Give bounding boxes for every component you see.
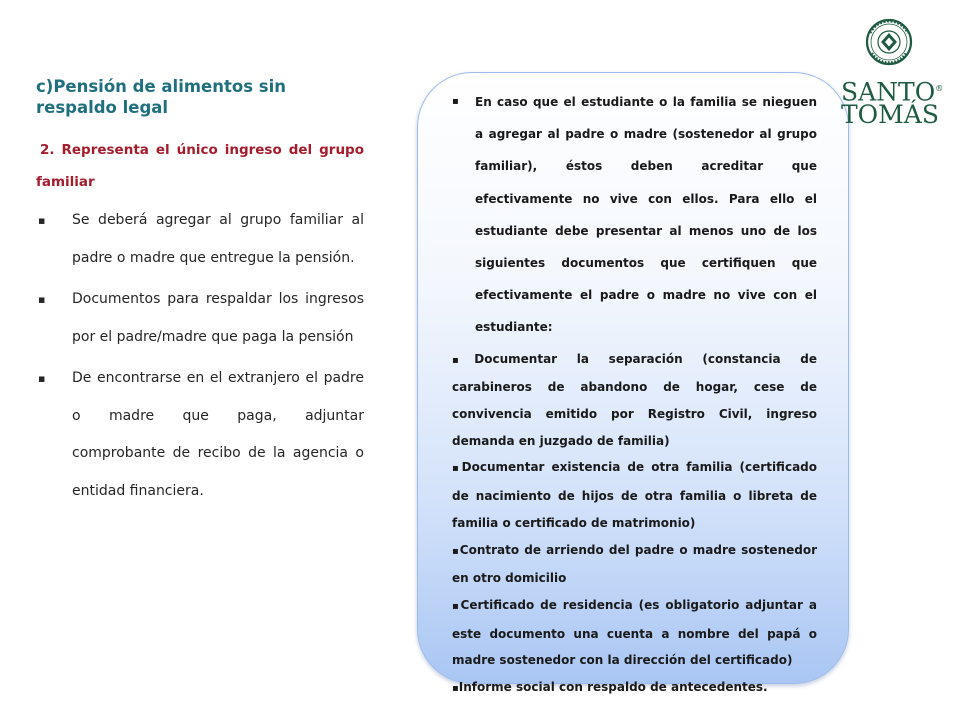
square-bullet-icon: ▪ (452, 600, 461, 612)
left-bullet-item (36, 281, 364, 356)
callout-item (452, 454, 817, 536)
left-bullet-text: Se deberá agregar al grupo familiar al padre o madre que entregue la pensión. (72, 212, 364, 266)
callout-item (452, 537, 817, 592)
callout-item-text: Documentar la separación (constancia de carabineros de abandono de hogar, cese de convivencia emitido por Registro Civil, ingreso demanda en juzgado de familia) (452, 351, 817, 448)
callout-intro (452, 86, 817, 344)
callout-item-text: Documentar existencia de otra familia (certificado de nacimiento de hijos de otra familia o libreta de familia o certificado de matrimonio) (452, 460, 817, 530)
square-bullet-icon: ▪ (38, 293, 46, 306)
section-subtitle (36, 134, 364, 198)
square-bullet-icon: ▪ (38, 214, 46, 227)
section-title: c)Pensión de alimentos sin respaldo legal (36, 77, 286, 117)
left-bullet-text: Documentos para respaldar los ingresos por el padre/madre que paga la pensión (72, 291, 364, 345)
square-bullet-icon: ▪ (38, 372, 46, 385)
callout-item-text: Certificado de residencia (es obligatorio adjuntar a este documento una cuenta a nombre del papá o madre sostenedor con la dirección del certificado) (452, 597, 817, 668)
square-bullet-icon: ▪ (452, 545, 460, 557)
logo-line1-text: SANTO (841, 77, 936, 107)
requirements-callout-box (417, 72, 849, 695)
square-bullet-icon: ▪ (452, 96, 459, 107)
callout-intro-text: En caso que el estudiante o la familia se nieguen a agregar al padre o madre (sostenedor al grupo familiar), éstos deben acreditar que efectivamente no vive con ellos. Para ello el estudiante debe presentar al menos uno de los siguientes documentos que certifiquen que efectivamente el padre o madre no vive con el estudiante: (475, 95, 817, 335)
callout-item (452, 592, 817, 674)
callout-item (452, 346, 817, 455)
callout-item (452, 674, 817, 703)
logo-wordmark-line2: TOMÁS (841, 100, 939, 129)
callout-item-text: Contrato de arriendo del padre o madre sostenedor en otro domicilio (452, 542, 817, 586)
subtitle-text: 2. Representa el único ingreso del grupo familiar (36, 142, 364, 190)
left-bullet-text: De encontrarse en el extranjero el padre o madre que paga, adjuntar comprobante de recibo de la agencia o entidad financiera. (72, 370, 364, 499)
santo-tomas-logo (841, 18, 944, 130)
square-bullet-icon: ▪ (452, 463, 462, 475)
left-bullet-list (36, 202, 364, 514)
university-seal-icon (841, 18, 937, 66)
callout-item-text: Informe social con respaldo de antecedentes. (458, 680, 768, 695)
square-bullet-icon: ▪ (452, 683, 459, 695)
square-bullet-icon: ▪ (452, 354, 475, 366)
registered-mark: ® (935, 84, 944, 93)
left-bullet-item (36, 202, 364, 277)
callout-content (452, 86, 817, 703)
left-bullet-item (36, 360, 364, 510)
